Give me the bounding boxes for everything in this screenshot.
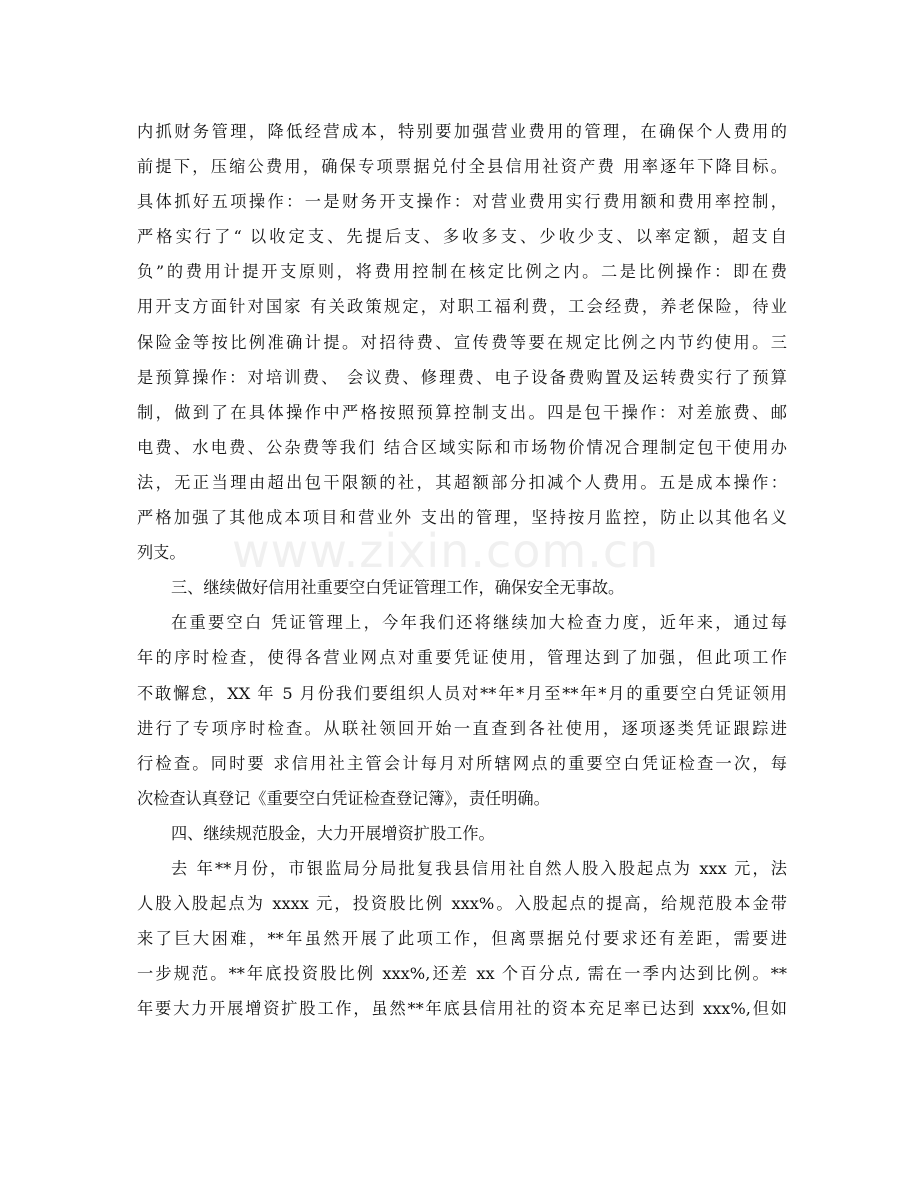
text-line: 一步规范。**年底投资股比例 xxx%,还差 xx 个百分点, 需在一季内达到比例。**: [137, 964, 787, 984]
text-line: 制，做到了在具体操作中严格按照预算控制支出。四是包干操作：对差旅费、邮: [137, 402, 787, 422]
section-heading: 三、继续做好信用社重要空白凭证管理工作，确保安全无事故。: [171, 578, 625, 598]
text-line: 不敢懈怠，XX 年 5 月份我们要组织人员对**年*月至**年*月的重要空白凭证领用: [137, 683, 787, 703]
text-line: 去 年**月份，市银监局分局批复我县信用社自然人股入股起点为 xxx 元，法: [171, 858, 787, 878]
text-line: 用开支方面针对国家 有关政策规定，对职工福利费，工会经费，养老保险，待业: [137, 297, 787, 317]
text-line: 前提下，压缩公费用，确保专项票据兑付全县信用社资产费 用率逐年下降目标。: [137, 157, 787, 177]
text-line: 人股入股起点为 xxxx 元，投资股比例 xxx%。入股起点的提高，给规范股本金带: [137, 894, 787, 914]
text-line: 是预算操作：对培训费、 会议费、修理费、电子设备费购置及运转费实行了预算: [137, 367, 787, 387]
section-heading: 四、继续规范股金，大力开展增资扩股工作。: [171, 823, 495, 843]
document-body: [137, 114, 787, 1026]
text-line: 严格实行了“ 以收定支、先提后支、多收多支、少收少支、以率定额，超支自: [137, 227, 787, 247]
text-line: 来了巨大困难，**年虽然开展了此项工作，但离票据兑付要求还有差距，需要进: [137, 929, 787, 949]
text-line: 具体抓好五项操作：一是财务开支操作：对营业费用实行费用额和费用率控制，: [137, 192, 787, 212]
text-line: 在重要空白 凭证管理上，今年我们还将继续加大检查力度，近年来，通过每: [171, 613, 787, 633]
text-line: 列支。: [137, 543, 186, 563]
text-line: 内抓财务管理，降低经营成本，特别要加强营业费用的管理，在确保个人费用的: [137, 122, 787, 141]
text-line: 进行了专项序时检查。从联社领回开始一直查到各社使用，逐项逐类凭证跟踪进: [137, 718, 787, 738]
text-line: 保险金等按比例准确计提。对招待费、宣传费等要在规定比例之内节约使用。三: [137, 332, 787, 352]
text-line: 行检查。同时要 求信用社主管会计每月对所辖网点的重要空白凭证检查一次，每: [137, 753, 787, 773]
text-line: 年要大力开展增资扩股工作，虽然**年底县信用社的资本充足率已达到 xxx%,但如: [137, 999, 787, 1019]
watermark: www.zixin.com.cn: [232, 524, 660, 578]
text-line: 电费、水电费、公杂费等我们 结合区域实际和市场物价情况合理制定包干使用办: [137, 437, 787, 457]
text-line: 次检查认真登记《重要空白凭证检查登记簿》，责任明确。: [137, 788, 550, 808]
text-line: 年的序时检查，使得各营业网点对重要凭证使用，管理达到了加强，但此项工作: [137, 648, 787, 668]
text-line: 严格加强了其他成本项目和营业外 支出的管理，坚持按月监控，防止以其他名义: [137, 508, 787, 528]
text-line: 法，无正当理由超出包干限额的社，其超额部分扣减个人费用。五是成本操作：: [137, 472, 787, 492]
text-line: 负”的费用计提开支原则，将费用控制在核定比例之内。二是比例操作：即在费: [137, 262, 787, 282]
